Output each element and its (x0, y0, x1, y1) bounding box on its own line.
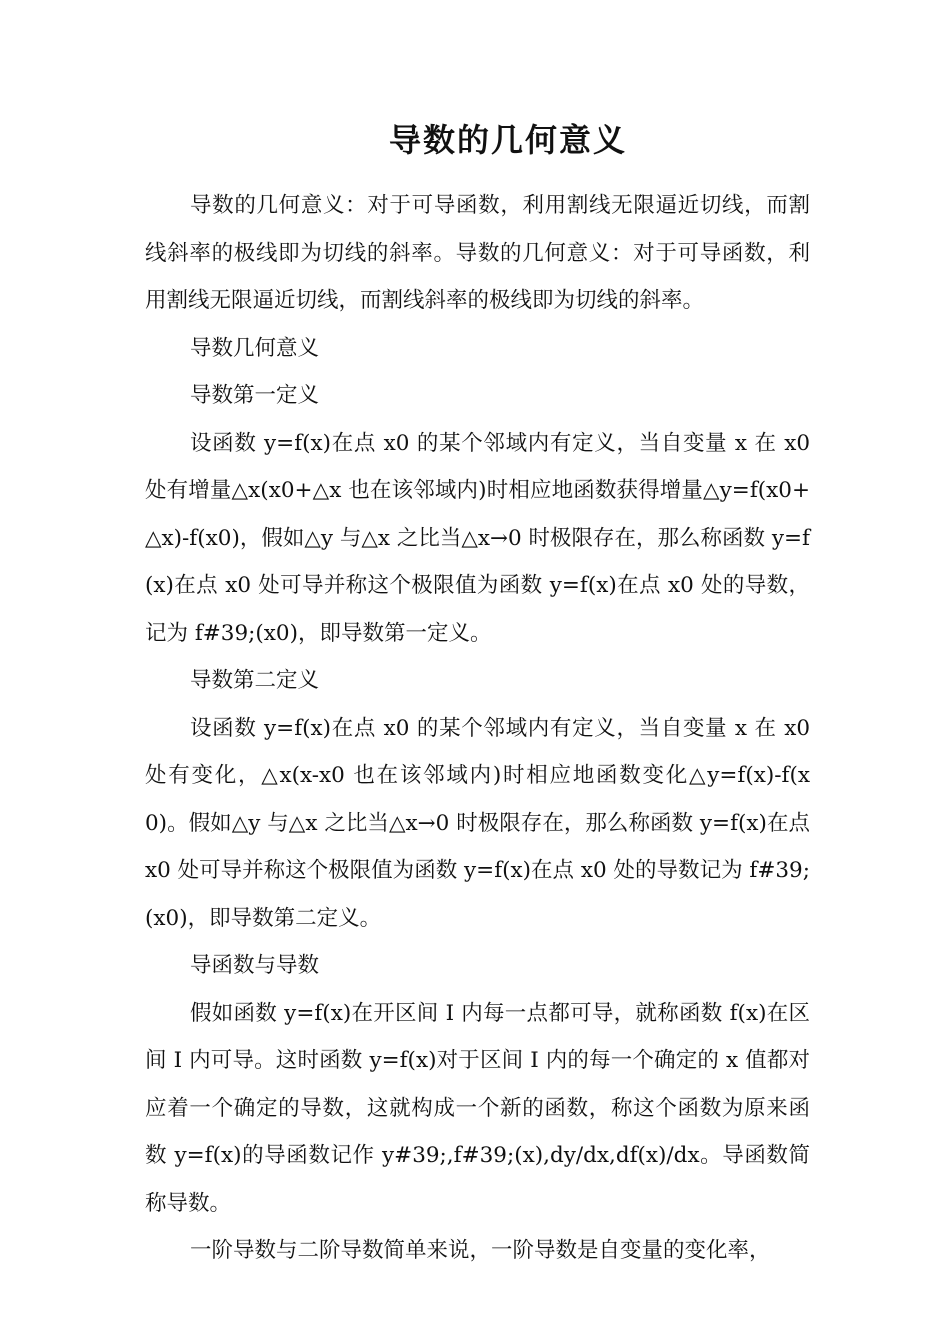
paragraph-first-second-order: 一阶导数与二阶导数简单来说，一阶导数是自变量的变化率， (190, 1238, 771, 1263)
paragraph-second-definition: 设函数 y=f(x)在点 x0 的某个邻域内有定义，当自变量 x 在 x0 处有变化，△x(x-x0 也在该邻域内)时相应地函数变化△y=f(x)-f(x0)。假如△y 与△x 之比当△x→0 时极限存在，那么称函数 y=f(x)在点 x0 处可导并称这个极限值为函数 y=f(x)在点 x0 处的导数记为 f#39;(x0)，即导数第二定义。 (145, 715, 810, 931)
section-heading-derived-function: 导函数与导数 (190, 953, 320, 978)
section-heading-first-definition: 导数第一定义 (190, 383, 320, 408)
paragraph-intro: 导数的几何意义：对于可导函数，利用割线无限逼近切线，而割线斜率的极线即为切线的斜率。导数的几何意义：对于可导函数，利用割线无限逼近切线，而割线斜率的极线即为切线的斜率。 (145, 193, 810, 313)
section-heading-geometric-meaning: 导数几何意义 (190, 335, 320, 361)
paragraph-first-definition: 设函数 y=f(x)在点 x0 的某个邻域内有定义，当自变量 x 在 x0 处有增量△x(x0+△x 也在该邻域内)时相应地函数获得增量△y=f(x0+△x)-f(x0)，假如△y 与△x 之比当△x→0 时极限存在，那么称函数 y=f(x)在点 x0 处可导并称这个极限值为函数 y=f(x)在点 x0 处的导数，记为 f#39;(x0)，即导数第一定义。 (145, 430, 811, 646)
document-body (145, 182, 810, 1275)
paragraph-derived-function: 假如函数 y=f(x)在开区间 I 内每一点都可导，就称函数 f(x)在区间 I 内可导。这时函数 y=f(x)对于区间 I 内的每一个确定的 x 值都对应着一个确定的导数，这就构成一个新的函数，称这个函数为原来函数 y=f(x)的导函数记作 y#39;,f#39;(x),dy/dx,df(x)/dx。导函数简称导数。 (145, 1000, 810, 1216)
document-title: 导数的几何意义 (388, 121, 627, 159)
section-heading-second-definition: 导数第二定义 (190, 668, 320, 693)
